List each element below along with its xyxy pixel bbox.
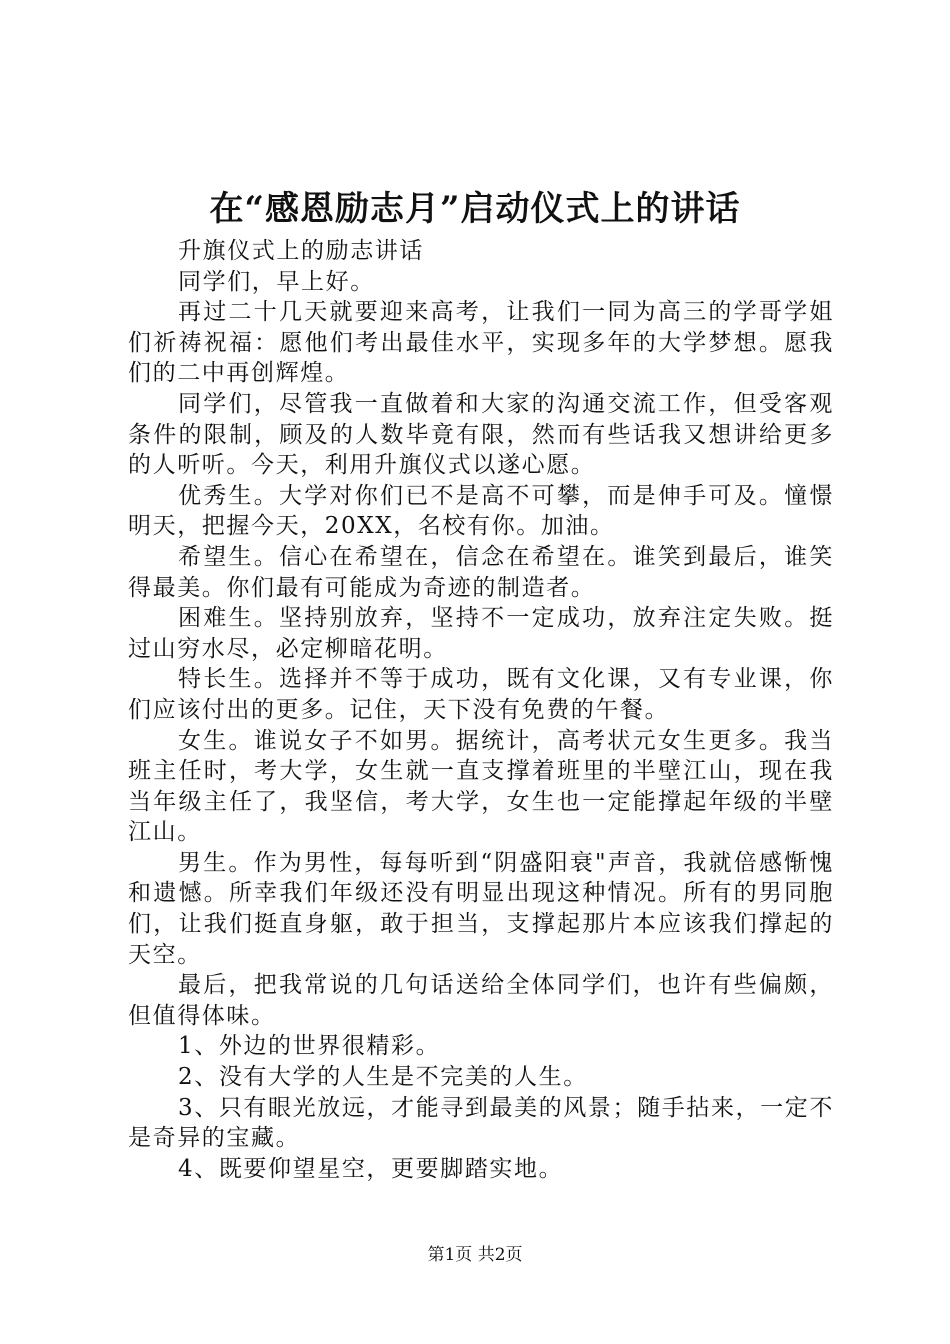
list-item: 2、没有大学的人生是不完美的人生。 xyxy=(178,1064,588,1091)
page-footer: 第1页 共2页 xyxy=(427,1245,523,1265)
paragraph: 女生。谁说女子不如男。据统计，高考状元女生更多。我当班主任时，考大学，女生就一直支撑着班里的半壁江山，现在我当年级主任了，我坚信，考大学，女生也一定能撑起年级的半壁江山。 xyxy=(128,727,834,846)
list-item: 1、外边的世界很精彩。 xyxy=(178,1033,441,1060)
paragraph: 特长生。选择并不等于成功，既有文化课，又有专业课，你们应该付出的更多。记住，天下没有免费的午餐。 xyxy=(128,666,834,723)
paragraph: 再过二十几天就要迎来高考，让我们一同为高三的学哥学姐们祈祷祝福：愿他们考出最佳水平，实现多年的大学梦想。愿我们的二中再创辉煌。 xyxy=(128,299,834,387)
paragraph: 优秀生。大学对你们已不是高不可攀，而是伸手可及。憧憬明天，把握今天，20XX，名校有你。加油。 xyxy=(128,482,834,540)
list-item: 3、只有眼光放远，才能寻到最美的风景；随手拈来，一定不是奇异的宝藏。 xyxy=(128,1094,834,1152)
paragraph: 同学们，尽管我一直做着和大家的沟通交流工作，但受客观条件的限制，顾及的人数毕竟有限，然而有些话我又想讲给更多的人听听。今天，利用升旗仪式以遂心愿。 xyxy=(128,390,834,479)
paragraph: 困难生。坚持别放弃，坚持不一定成功，放弃注定失败。挺过山穷水尽，必定柳暗花明。 xyxy=(128,605,834,662)
paragraph: 最后，把我常说的几句话送给全体同学们，也许有些偏颇，但值得体味。 xyxy=(128,972,834,1029)
document-body xyxy=(128,236,834,1184)
paragraph: 升旗仪式上的励志讲话 xyxy=(178,238,424,264)
paragraph: 男生。作为男性，每每听到“阴盛阳衰"声音，我就倍感惭愧和遗憾。所幸我们年级还没有明显出现这种情况。所有的男同胞们，让我们挺直身躯，敢于担当，支撑起那片本应该我们撑起的天空。 xyxy=(128,849,834,968)
paragraph: 同学们，早上好。 xyxy=(178,268,375,295)
paragraph: 希望生。信心在希望在，信念在希望在。谁笑到最后，谁笑得最美。你们最有可能成为奇迹的制造者。 xyxy=(128,543,834,601)
list-item: 4、既要仰望星空，更要脚踏实地。 xyxy=(178,1155,564,1182)
document-title: 在“感恩励志月”启动仪式上的讲话 xyxy=(209,189,741,229)
